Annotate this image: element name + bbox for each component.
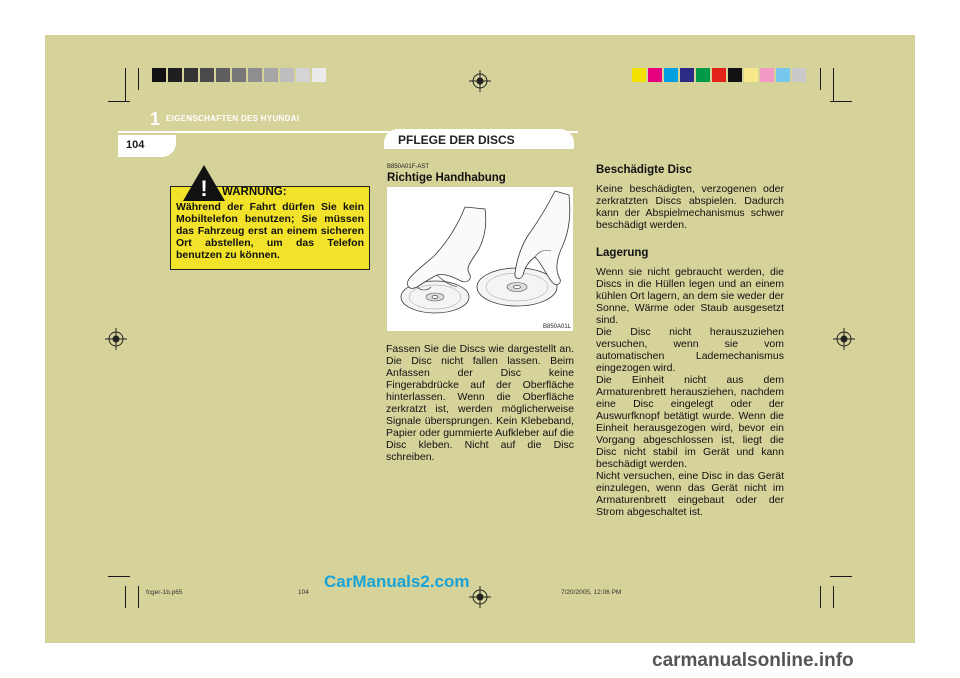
chapter-number: 1 bbox=[150, 109, 161, 129]
figure-code: B850A01L bbox=[543, 324, 572, 330]
footer-date: 7/20/2005, 12:06 PM bbox=[561, 589, 622, 596]
warning-text: Während der Fahrt dürfen Sie kein Mobiltelefon benutzen; Sie müssen das Fahrzeug erst an einem sicheren Ort abstellen, um das Telefon benutzen zu können. bbox=[176, 201, 364, 261]
storage-text: Wenn sie nicht gebraucht werden, die Discs in die Hüllen legen und an einem kühlen Ort lagern, an dem sie weder der Sonne, Wärme oder Staub ausgesetzt sind. Die Disc nicht herauszuziehen versuchen, wenn sie vom automatischen Lademechanismus eingezogen wird. Die Einheit nicht aus dem Armaturenbrett herausziehen, nachdem eine Disc eingelegt oder der Auswurfknopf betätigt wurde. Wenn die Einheit herausgezogen wird, bevor ein Vorgang abgeschlossen ist, liegt die Disc nicht stabil im Gerät und kann beschädigt werden. Nicht versuchen, eine Disc in das Gerät einzulegen, wenn das Gerät nicht im Armaturenbrett eingebaut oder der Strom abgeschaltet ist. bbox=[596, 266, 784, 518]
chapter-title: EIGENSCHAFTEN DES HYUNDAI bbox=[166, 114, 300, 123]
damaged-disc-title: Beschädigte Disc bbox=[596, 164, 692, 176]
footer-page: 104 bbox=[298, 589, 309, 596]
warning-triangle-icon bbox=[182, 164, 226, 202]
registration-mark-left-icon bbox=[105, 328, 127, 350]
watermark-link[interactable]: CarManuals2.com bbox=[324, 572, 470, 591]
page-number: 104 bbox=[126, 139, 145, 151]
handling-title: Richtige Handhabung bbox=[387, 172, 506, 184]
section-title: PFLEGE DER DISCS bbox=[398, 133, 515, 147]
disc-handling-figure bbox=[387, 187, 573, 331]
registration-mark-right-icon bbox=[833, 328, 855, 350]
warning-icon-mark: ! bbox=[200, 176, 208, 201]
damaged-disc-text: Keine beschädigten, verzogenen oder zerkratzten Discs abspielen. Dadurch kann der Abspielmechanismus schwer beschädigt werden. bbox=[596, 183, 784, 231]
bottom-watermark: carmanualsonline.info bbox=[652, 650, 854, 671]
grayscale-bar bbox=[152, 68, 328, 82]
registration-mark-bottom-icon bbox=[469, 586, 491, 608]
handling-text: Fassen Sie die Discs wie dargestellt an. Die Disc nicht fallen lassen. Beim Anfassen der Disc keine Fingerabdrücke auf der Oberfläche hinterlassen. Wenn die Oberfläche zerkratzt ist, werden möglicherweise Signale übersprungen. Kein Klebeband, Papier oder gummierte Aufkleber auf die Disc kleben. Nicht auf die Disc schreiben. bbox=[386, 343, 574, 463]
section-code: B850A01F-AST bbox=[387, 164, 430, 170]
color-bar bbox=[632, 68, 808, 82]
disc-illustration-icon bbox=[387, 187, 573, 331]
manual-page bbox=[45, 35, 915, 643]
storage-title: Lagerung bbox=[596, 247, 649, 259]
registration-mark-top-icon bbox=[469, 70, 491, 92]
warning-title: WARNUNG: bbox=[222, 186, 287, 198]
footer-filename: fcger-1b.p65 bbox=[146, 589, 183, 596]
